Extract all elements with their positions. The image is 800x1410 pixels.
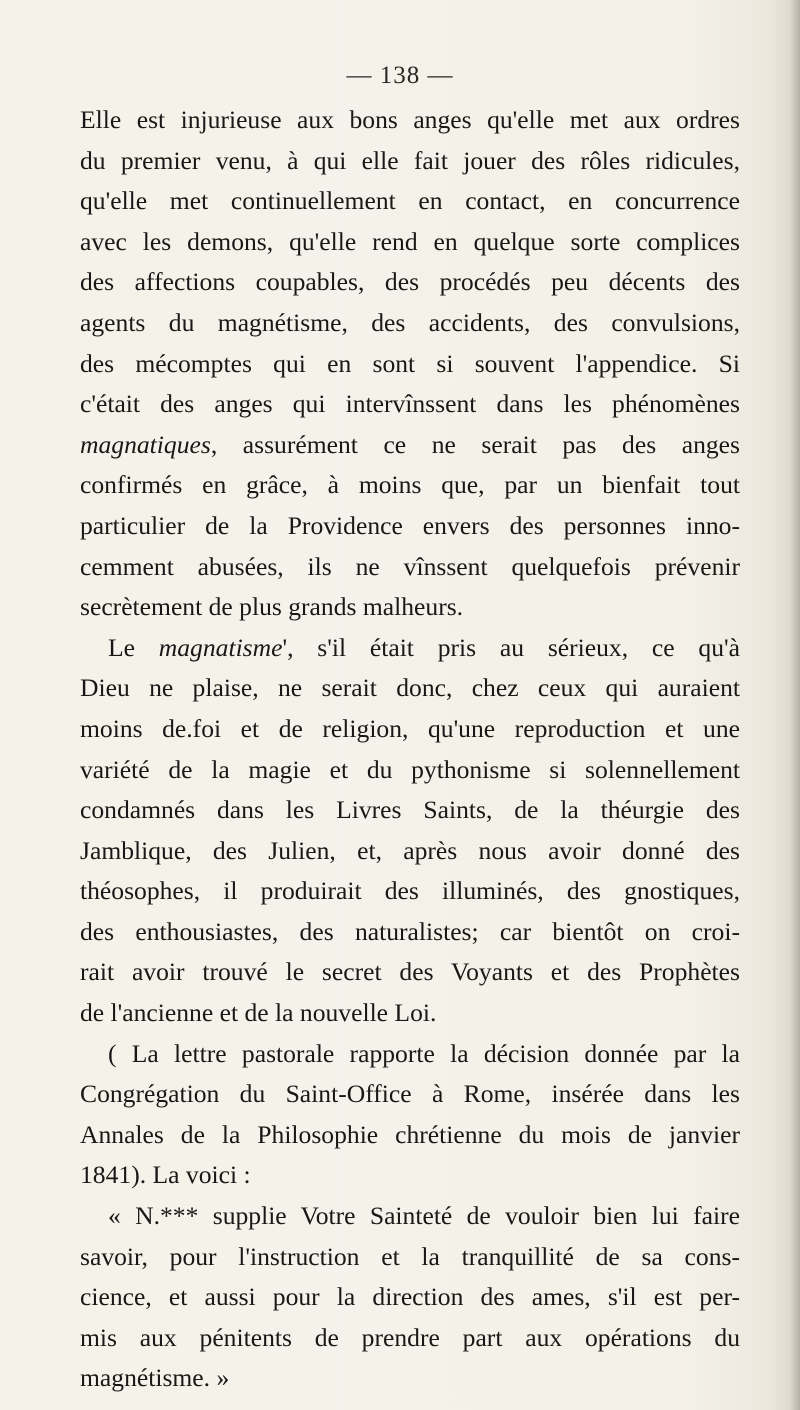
text-line: Jamblique, des Julien, et, après nous avoir donné des xyxy=(80,835,740,865)
text-line: variété de la magie et du pythonisme si solennellement xyxy=(80,754,740,784)
text-line: Congrégation du Saint-Office à Rome, insérée dans les xyxy=(80,1079,740,1109)
text-line xyxy=(80,425,740,466)
text-line: Elle est injurieuse aux bons anges qu'elle met aux ordres xyxy=(80,105,740,134)
text-line: c'était des anges qui intervînssent dans les phénomènes xyxy=(80,389,740,419)
page-number: — 138 — xyxy=(346,62,454,89)
text-line: mis aux pénitents de prendre part aux opérations du xyxy=(80,1322,740,1352)
body-text xyxy=(80,100,740,1399)
paragraph-start-line xyxy=(80,628,740,669)
text-line: agents du magnétisme, des accidents, des convulsions, xyxy=(80,307,740,337)
text-line: qu'elle met continuellement en contact, en concurrence xyxy=(80,186,740,216)
line-rest: ', s'il était pris au sérieux, ce qu'à xyxy=(282,632,740,662)
text-line: des enthousiastes, des naturalistes; car bientôt on croi- xyxy=(80,916,740,946)
italic-word: magnatisme xyxy=(158,632,283,662)
paragraph-end-line: de l'ancienne et de la nouvelle Loi. xyxy=(80,998,437,1028)
text-line: Dieu ne plaise, ne serait donc, chez ceux qui auraient xyxy=(80,673,740,703)
text-line: cience, et aussi pour la direction des ames, s'il est per- xyxy=(80,1282,740,1312)
text-line: rait avoir trouvé le secret des Voyants et des Prophètes xyxy=(80,957,740,987)
page-edge-shadow xyxy=(790,0,800,1410)
italic-word: magnatiques xyxy=(80,429,211,459)
paragraph-end-line: magnétisme. » xyxy=(80,1363,230,1393)
line-start: Le xyxy=(108,632,159,662)
text-line: des affections coupables, des procédés peu décents des xyxy=(80,267,740,297)
text-line: Annales de la Philosophie chrétienne du mois de janvier xyxy=(80,1119,740,1149)
text-line: avec les demons, qu'elle rend en quelque sorte complices xyxy=(80,226,740,256)
line-rest: , assurément ce ne serait pas des anges xyxy=(210,429,740,459)
paragraph-start-line: ( La lettre pastorale rapporte la décision donnée par la xyxy=(108,1038,740,1068)
text-line: cemment abusées, ils ne vînssent quelquefois prévenir xyxy=(80,551,740,581)
text-line: particulier de la Providence envers des personnes inno- xyxy=(80,510,740,540)
text-line: du premier venu, à qui elle fait jouer des rôles ridicules, xyxy=(80,145,740,175)
text-line: savoir, pour l'instruction et la tranquillité de sa cons- xyxy=(80,1241,740,1271)
paragraph-start-line: « N.*** supplie Votre Sainteté de vouloir bien lui faire xyxy=(108,1201,740,1231)
text-line: théosophes, il produirait des illuminés, des gnostiques, xyxy=(80,876,740,906)
paragraph-end-line: 1841). La voici : xyxy=(80,1160,251,1190)
text-line: condamnés dans les Livres Saints, de la théurgie des xyxy=(80,795,740,825)
text-line: moins de.foi et de religion, qu'une reproduction et une xyxy=(80,713,740,743)
text-line: confirmés en grâce, à moins que, par un bienfait tout xyxy=(80,470,740,500)
paragraph-end-line: secrètement de plus grands malheurs. xyxy=(80,592,464,622)
text-line: des mécomptes qui en sont si souvent l'appendice. Si xyxy=(80,348,740,378)
